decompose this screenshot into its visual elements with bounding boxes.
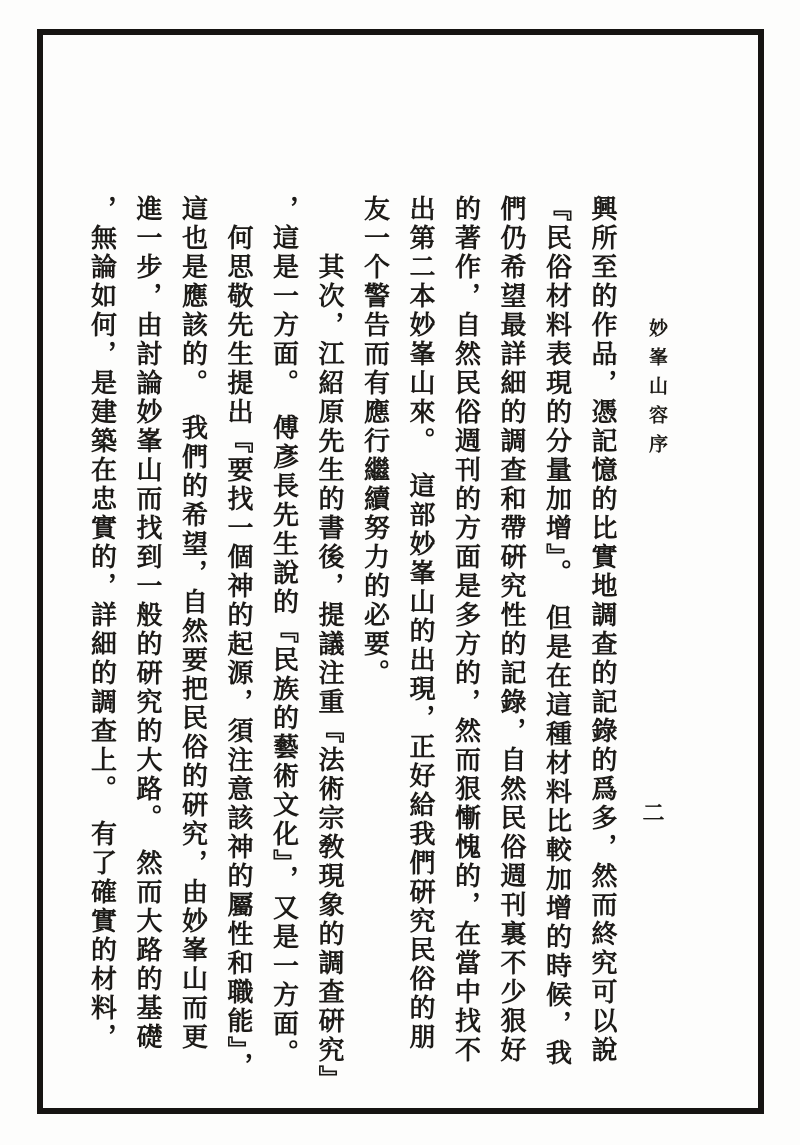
text-column: 們仍希望最詳細的調查和帶硏究性的記錄，自然民俗週刊裏不少狠好 — [497, 195, 526, 1065]
text-column: 興所至的作品，憑記憶的比實地調查的記錄的爲多，然而終究可以說 — [588, 195, 617, 1065]
text-column: 『民俗材料表現的分量加增』。 但是在這種材料比較加增的時候，我 — [542, 195, 572, 1068]
text-column: 友一个警告而有應行繼續努力的必要。 — [360, 195, 390, 688]
page-number: 二 — [640, 801, 665, 823]
text-column: ，無論如何，是建築在忠實的，詳細的調查上。 有了確實的材料， — [87, 195, 117, 1052]
text-column: 其次，江紹原先生的書後，提議注重『法術宗敎現象的調查硏究』 — [315, 195, 344, 1094]
page-border-frame — [37, 29, 764, 1114]
text-column: 出第二本妙峯山來。 這部妙峯山的出現，正好給我們硏究民俗的朋 — [406, 195, 435, 1052]
running-head-title: 妙峯山容序 — [646, 318, 667, 463]
text-column: 何思敬先生提出『要找一個神的起源，須注意該神的屬性和職能』， — [224, 195, 253, 1081]
body-text-block — [79, 195, 625, 1100]
text-column: ，這是一方面。 傅彥長先生說的『民族的藝術文化』，又是一方面。 — [269, 195, 299, 1068]
text-column: 的著作，自然民俗週刊的方面是多方的，然而狠慚愧的，在當中找不 — [451, 195, 481, 1065]
text-column: 這也是應該的。 我們的希望，自然要把民俗的硏究，由妙峯山而更 — [178, 195, 208, 1052]
text-column: 進一步，由討論妙峯山而找到一般的硏究的大路。 然而大路的基礎 — [133, 195, 162, 1052]
